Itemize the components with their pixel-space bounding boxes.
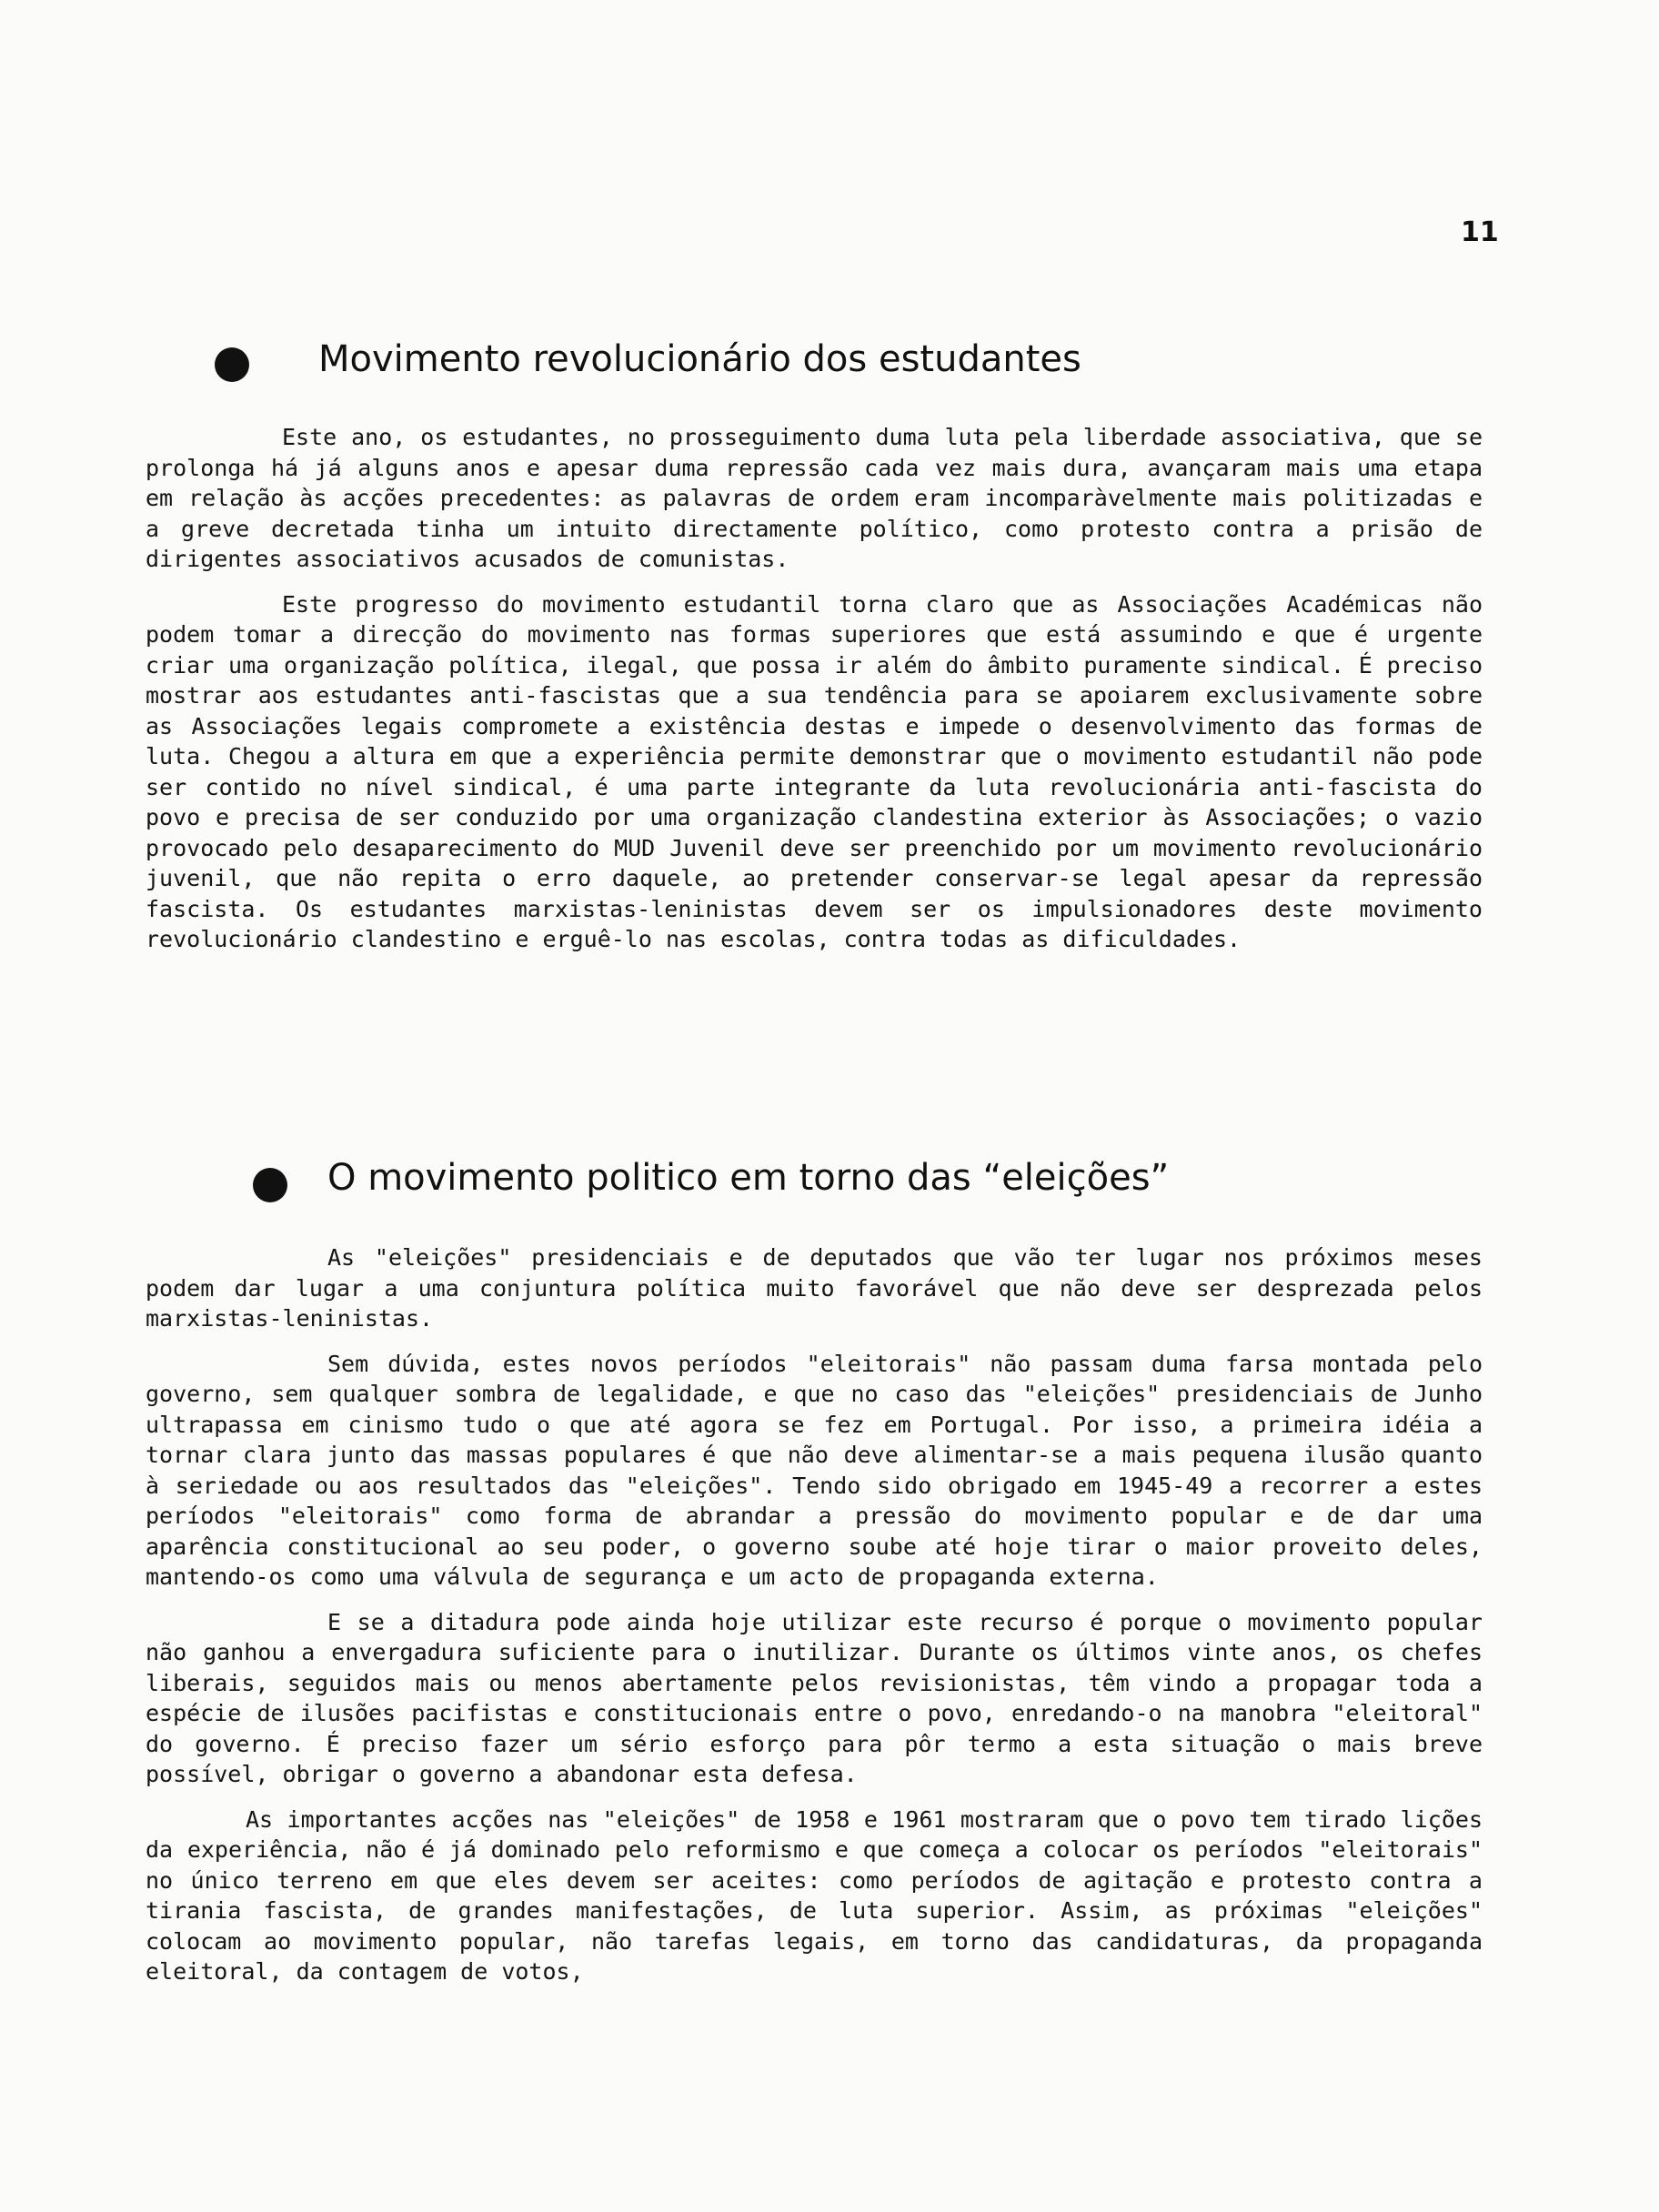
paragraph: Sem dúvida, estes novos períodos "eleitorais" não passam duma farsa montada pelo governo, sem qualquer sombra de legalidade, e que no caso das "eleições" presidenciais de Junho ultrapassa em cinismo tudo o que até agora se fez em Portugal. Por isso, a primeira idéia a tornar clara junto das massas populares é que não deve alimentar-se a mais pequena ilusão quanto à seriedade ou aos resultados das "eleições". Tendo sido obrigado em 1945-49 a recorrer a estes períodos "eleitorais" como forma de abrandar a pressão do movimento popular e de dar uma aparência constitucional ao seu poder, o governo soube até hoje tirar o maior proveito deles, mantendo-os como uma válvula de segurança e um acto de propaganda externa. bbox=[146, 1350, 1483, 1590]
bullet-icon bbox=[253, 1168, 287, 1202]
section-title: O movimento politico em torno das “eleições” bbox=[327, 1157, 1170, 1199]
section-heading bbox=[146, 1146, 1492, 1219]
bullet-icon bbox=[215, 347, 249, 382]
paragraph: As importantes acções nas "eleições" de 1958 e 1961 mostraram que o povo tem tirado lições da experiência, não é já dominado pelo reformismo e que começa a colocar os períodos "eleitorais" no único terreno em que eles devem ser aceites: como períodos de agitação e protesto contra a tirania fascista, de grandes manifestações, de luta superior. Assim, as próximas "eleições" colocam ao movimento popular, não tarefas legais, em torno das candidaturas, da propaganda eleitoral, da contagem de votos, bbox=[146, 1805, 1483, 1985]
paragraph: As "eleições" presidenciais e de deputados que vão ter lugar nos próximos meses podem dar lugar a uma conjuntura política muito favorável que não deve ser desprezada pelos marxistas-leninistas. bbox=[146, 1244, 1483, 1332]
paragraph: E se a ditadura pode ainda hoje utilizar este recurso é porque o movimento popular não ganhou a envergadura suficiente para o inutilizar. Durante os últimos vinte anos, os chefes liberais, seguidos mais ou menos abertamente pelos revisionistas, têm vindo a propagar toda a espécie de ilusões pacifistas e constitucionais entre o povo, enredando-o na manobra "eleitoral" do governo. É preciso fazer um sério esforço para pôr termo a esta situação o mais breve possível, obrigar o governo a abandonar esta defesa. bbox=[146, 1608, 1483, 1787]
paragraph: Este progresso do movimento estudantil torna claro que as Associações Académicas não podem tomar a direcção do movimento nas formas superiores que está assumindo e que é urgente criar uma organização política, ilegal, que possa ir além do âmbito puramente sindical. É preciso mostrar aos estudantes anti-fascistas que a sua tendência para se apoiarem exclusivamente sobre as Associações legais compromete a existência destas e impede o desenvolvimento das formas de luta. Chegou a altura em que a experiência permite demonstrar que o movimento estudantil não pode ser contido no nível sindical, é uma parte integrante da luta revolucionária anti-fascista do povo e precisa de ser conduzido por uma organização clandestina exterior às Associações; o vazio provocado pelo desaparecimento do MUD Juvenil deve ser preenchido por um movimento revolucionário juvenil, que não repita o erro daquele, ao pretender conservar-se legal apesar da repressão fascista. Os estudantes marxistas-leninistas devem ser os impulsionadores deste movimento revolucionário clandestino e erguê-lo nas escolas, contra todas as dificuldades. bbox=[146, 590, 1483, 952]
section-heading bbox=[146, 329, 1492, 402]
page-number: 11 bbox=[1461, 216, 1499, 248]
section-elections-movement bbox=[146, 1146, 1492, 1987]
section-title: Movimento revolucionário dos estudantes bbox=[318, 338, 1081, 380]
paragraph: Este ano, os estudantes, no prosseguimento duma luta pela liberdade associativa, que se prolonga há já alguns anos e apesar duma repressão cada vez mais dura, avançaram mais uma etapa em relação às acções precedentes: as palavras de ordem eram incomparàvelmente mais politizadas e a greve decretada tinha um intuito directamente político, como protesto contra a prisão de dirigentes associativos acusados de comunistas. bbox=[146, 424, 1483, 572]
section-student-movement bbox=[146, 329, 1492, 955]
section-body bbox=[146, 422, 1492, 955]
section-body bbox=[146, 1242, 1492, 1987]
